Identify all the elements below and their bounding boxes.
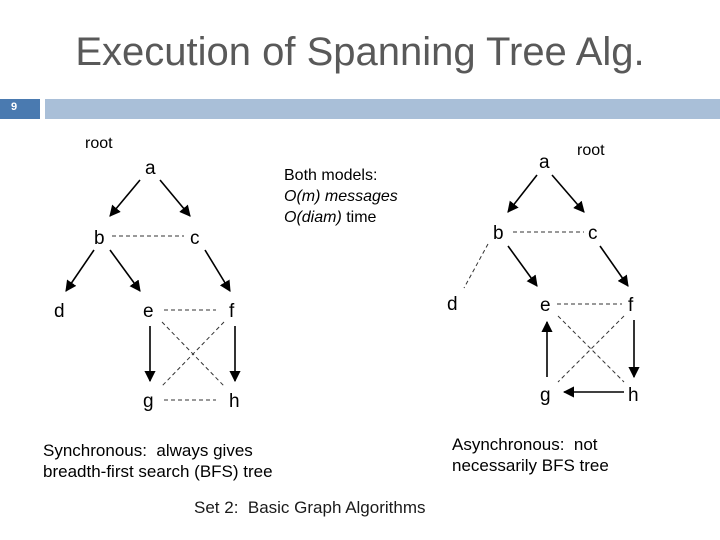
right-edge-b-d — [464, 244, 488, 288]
right-node-g: g — [540, 385, 551, 406]
right-arrow-c-f — [600, 246, 628, 286]
left-node-c: c — [190, 228, 200, 249]
right-node-b: b — [493, 223, 504, 244]
right-root-label: root — [577, 142, 605, 159]
right-node-e: e — [540, 295, 551, 316]
right-node-a: a — [539, 152, 550, 173]
left-node-a: a — [145, 158, 156, 179]
right-arrow-b-e — [508, 246, 537, 286]
slide-title: Execution of Spanning Tree Alg. — [75, 30, 645, 74]
async-caption-line-1: Asynchronous: not — [452, 435, 598, 454]
sync-caption-line-1: Synchronous: always gives — [43, 441, 253, 460]
left-arrow-a-b — [110, 180, 140, 216]
left-node-h: h — [229, 391, 240, 412]
right-arrow-a-b — [508, 175, 537, 212]
left-node-d: d — [54, 301, 65, 322]
right-node-f: f — [628, 295, 634, 316]
left-node-g: g — [143, 391, 154, 412]
right-node-d: d — [447, 294, 458, 315]
time-suffix: time — [341, 209, 377, 226]
right-graph-tree-edges — [508, 175, 634, 392]
messages-bound: O(m) messages — [284, 188, 398, 205]
left-arrow-b-e — [110, 250, 140, 291]
models-line-3 — [284, 207, 398, 228]
time-bound: O(diam) — [284, 209, 342, 226]
right-node-h: h — [628, 385, 639, 406]
left-node-e: e — [143, 301, 154, 322]
left-graph-tree-edges — [66, 180, 235, 381]
left-node-b: b — [94, 228, 105, 249]
models-note — [284, 165, 398, 228]
async-caption-line-2: necessarily BFS tree — [452, 456, 609, 475]
sync-caption-line-2: breadth-first search (BFS) tree — [43, 462, 273, 481]
sync-caption — [43, 440, 273, 482]
left-graph-dashed-edges — [112, 236, 224, 400]
left-arrow-c-f — [205, 250, 230, 291]
right-arrow-a-c — [552, 175, 584, 212]
models-line-1: Both models: — [284, 167, 378, 184]
async-caption — [452, 434, 609, 476]
left-root-label: root — [85, 135, 113, 152]
right-node-c: c — [588, 223, 598, 244]
models-line-2 — [284, 186, 398, 207]
left-arrow-a-c — [160, 180, 190, 216]
footer-text: Set 2: Basic Graph Algorithms — [194, 498, 426, 517]
left-node-f: f — [229, 301, 235, 322]
left-edge-f-g — [162, 322, 224, 386]
left-arrow-b-d — [66, 250, 94, 291]
slide-number: 9 — [10, 101, 18, 113]
